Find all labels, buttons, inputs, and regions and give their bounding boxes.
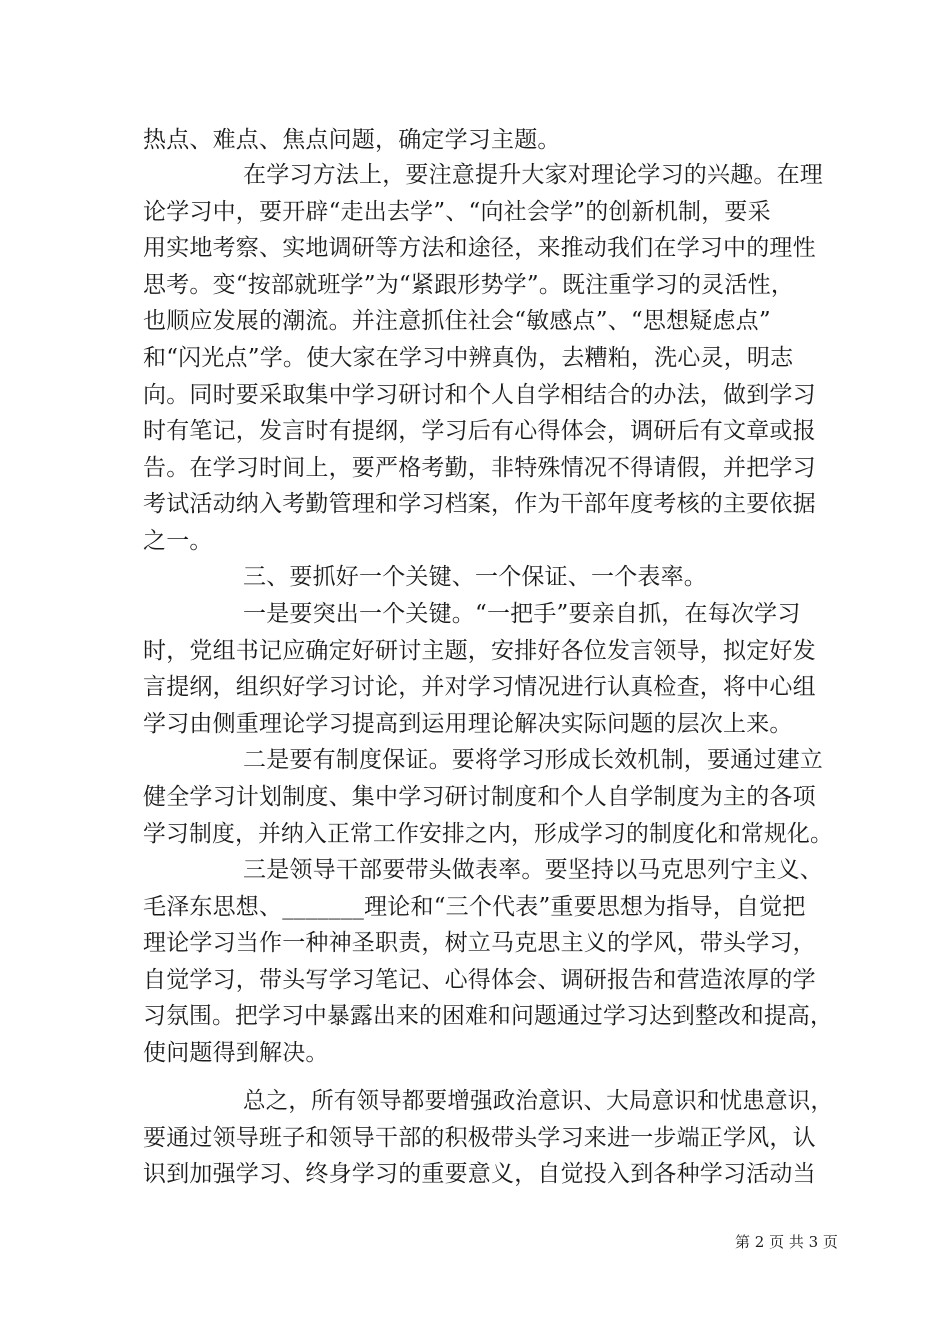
- paragraph-start-line: 总之，所有领导都要增强政治意识、大局意识和忧患意识，: [243, 1088, 834, 1114]
- paragraph-start-line: 二是要有制度保证。要将学习形成长效机制，要通过建立: [243, 747, 823, 773]
- text-line: 使问题得到解决。: [143, 1040, 329, 1066]
- text-line: 论学习中，要开辟“走出去学”、“向社会学”的创新机制，要采: [143, 199, 771, 225]
- paragraph-start-line: 一是要突出一个关键。“一把手”要亲自抓，在每次学习: [243, 601, 801, 627]
- section-heading: 三、要抓好一个关键、一个保证、一个表率。: [243, 564, 707, 590]
- text-line: 习氛围。把学习中暴露出来的困难和问题通过学习达到整改和提高，: [143, 1003, 834, 1029]
- text-line: 和“闪光点”学。使大家在学习中辨真伪，去糟粕，洗心灵，明志: [143, 345, 794, 371]
- text-line: 识到加强学习、终身学习的重要意义，自觉投入到各种学习活动当: [143, 1161, 816, 1187]
- paragraph-start-line: 在学习方法上，要注意提升大家对理论学习的兴趣。在理: [243, 162, 823, 188]
- text-line: 时，党组书记应确定好研讨主题，安排好各位发言领导，拟定好发: [143, 638, 816, 664]
- text-line: 学习由侧重理论学习提高到运用理论解决实际问题的层次上来。: [143, 711, 793, 737]
- text-line: 思考。变“按部就班学”为“紧跟形势学”。既注重学习的灵活性，: [143, 272, 795, 298]
- text-line: 热点、难点、焦点问题，确定学习主题。: [143, 127, 561, 153]
- text-line: 向。同时要采取集中学习研讨和个人自学相结合的办法，做到学习: [143, 382, 816, 408]
- text-line: 也顺应发展的潮流。并注意抓住社会“敏感点”、“思想疑虑点”: [143, 308, 771, 334]
- text-line: 告。在学习时间上，要严格考勤，非特殊情况不得请假，并把学习: [143, 455, 816, 481]
- text-line: 考试活动纳入考勤管理和学习档案，作为干部年度考核的主要依据: [143, 491, 816, 517]
- text-line: 言提纲，组织好学习讨论，并对学习情况进行认真检查，将中心组: [143, 674, 816, 700]
- text-line: 之一。: [143, 528, 213, 554]
- page-number-footer: 第 2 页 共 3 页: [735, 1233, 838, 1251]
- text-line: 学习制度，并纳入正常工作安排之内，形成学习的制度化和常规化。: [143, 821, 834, 847]
- text-line: 毛泽东思想、_______理论和“三个代表”重要思想为指导，自觉把: [143, 894, 806, 920]
- text-line: 自觉学习，带头写学习笔记、心得体会、调研报告和营造浓厚的学: [143, 967, 816, 993]
- text-line: 要通过领导班子和领导干部的积极带头学习来进一步端正学风，认: [143, 1125, 816, 1151]
- text-line: 用实地考察、实地调研等方法和途径，来推动我们在学习中的理性: [143, 235, 816, 261]
- text-line: 时有笔记，发言时有提纲，学习后有心得体会，调研后有文章或报: [143, 418, 816, 444]
- text-line: 健全学习计划制度、集中学习研讨制度和个人自学制度为主的各项: [143, 784, 816, 810]
- text-line: 理论学习当作一种神圣职责，树立马克思主义的学风，带头学习，: [143, 930, 816, 956]
- paragraph-start-line: 三是领导干部要带头做表率。要坚持以马克思列宁主义、: [243, 857, 823, 883]
